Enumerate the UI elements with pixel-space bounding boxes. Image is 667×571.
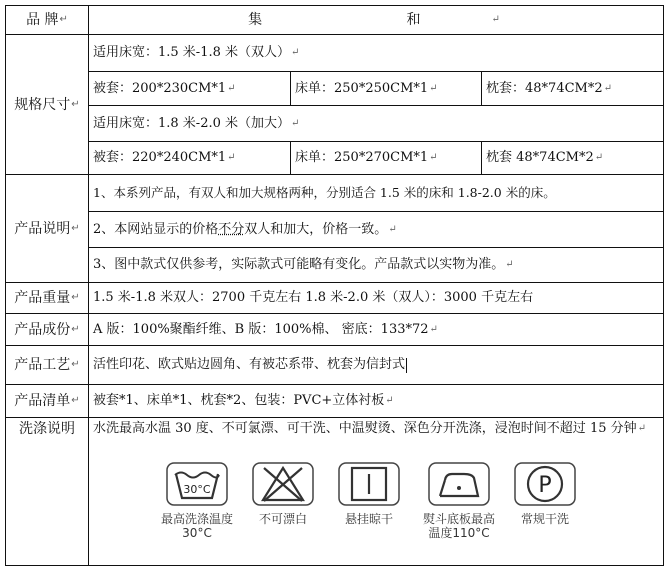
description-line-3-text: 3、图中款式仅供参考，实际款式可能略有变化。产品款式以实物为准。 bbox=[93, 257, 505, 272]
description-label-text: 产品说明 bbox=[14, 220, 71, 237]
list-label-text: 产品清单 bbox=[14, 393, 71, 409]
size-double-sheet-text: 床单：250*250CM*1 bbox=[295, 80, 429, 96]
para-mark: ↵ bbox=[429, 152, 438, 163]
para-mark: ↵ bbox=[429, 82, 438, 94]
iron-icon bbox=[428, 462, 490, 506]
no-bleach-caption: 不可漂白 bbox=[258, 512, 307, 526]
description-line-1-text: 1、本系列产品，有双人和加大规格两种，分别适合 1.5 米的床和 1.8-2.0 米的床。 bbox=[93, 185, 556, 200]
text-cursor bbox=[406, 358, 407, 373]
list-value-text: 被套*1、床单*1、枕套*2、包装：PVC+立体衬板 bbox=[93, 393, 385, 408]
para-mark: ↵ bbox=[71, 222, 80, 234]
para-mark: ↵ bbox=[594, 152, 604, 163]
wash-value-text: 水洗最高水温 30 度、不可氯漂、可干洗、中温熨烫、深色分开洗涤，浸泡时间不超过 15 分钟 bbox=[93, 421, 637, 436]
para-mark: ↵ bbox=[385, 395, 394, 406]
list-label bbox=[5, 384, 89, 418]
dry-clean-letter: P bbox=[538, 473, 552, 498]
para-mark: ↵ bbox=[291, 47, 300, 58]
para-mark: ↵ bbox=[71, 323, 80, 335]
description-line-1 bbox=[88, 174, 664, 212]
para-mark: ↵ bbox=[505, 259, 514, 270]
craft-value-text: 活性印花、欧式贴边圆角、有被芯系带、枕套为信封式 bbox=[93, 357, 406, 372]
size-double-pillow-text: 枕套：48*74CM*2 bbox=[486, 80, 603, 96]
material-value-text: A 版：100%聚酯纤维、B 版：100%棉、 密底：133*72 bbox=[93, 321, 429, 337]
para-mark: ↵ bbox=[71, 292, 80, 303]
material-value bbox=[88, 313, 664, 346]
wash-30-icon bbox=[166, 462, 228, 506]
brand-value bbox=[88, 5, 664, 35]
size-large-sheet bbox=[290, 141, 482, 175]
size-double-cover-text: 被套：200*230CM*1 bbox=[93, 80, 227, 96]
brand-label bbox=[5, 5, 89, 35]
description-line-2c: 双人和加大，价格一致。 bbox=[244, 221, 388, 237]
size-label bbox=[5, 34, 89, 175]
para-mark: ↵ bbox=[227, 82, 236, 94]
iron-caption: 熨斗底板最高温度110°C bbox=[422, 512, 495, 540]
description-line-2b: 不分 bbox=[218, 221, 245, 237]
para-mark: ↵ bbox=[429, 323, 438, 335]
material-label-text: 产品成份 bbox=[14, 321, 71, 338]
care-item-dryclean bbox=[508, 462, 582, 526]
description-line-3 bbox=[88, 247, 664, 283]
weight-label bbox=[5, 282, 89, 314]
hang-dry-icon bbox=[338, 462, 400, 506]
no-bleach-icon bbox=[252, 462, 314, 506]
para-mark: ↵ bbox=[291, 117, 300, 129]
para-mark: ↵ bbox=[491, 14, 570, 25]
para-mark: ↵ bbox=[59, 14, 68, 25]
brand-label-text: 品 牌 bbox=[26, 12, 59, 28]
wash-30-caption: 最高洗涤温度30°C bbox=[160, 512, 233, 540]
size-large-cover-text: 被套：220*240CM*1 bbox=[93, 150, 227, 165]
care-symbols bbox=[160, 462, 582, 558]
wash-30-label: 30°C bbox=[183, 483, 211, 496]
weight-label-text: 产品重量 bbox=[14, 290, 71, 306]
para-mark: ↵ bbox=[603, 82, 613, 94]
care-item-hang bbox=[332, 462, 406, 526]
material-label bbox=[5, 313, 89, 346]
size-large-title bbox=[88, 105, 664, 142]
brand-value-text: 集 和 bbox=[248, 12, 491, 28]
craft-label-text: 产品工艺 bbox=[14, 357, 71, 373]
wash-label-text: 洗涤说明 bbox=[19, 421, 75, 437]
size-large-cover bbox=[88, 141, 291, 175]
list-value bbox=[88, 384, 664, 418]
para-mark: ↵ bbox=[71, 98, 80, 110]
care-item-bleach bbox=[246, 462, 320, 526]
description-line-2a: 2、本网站显示的价格 bbox=[93, 221, 219, 237]
para-mark: ↵ bbox=[388, 223, 397, 235]
size-double-title bbox=[88, 34, 664, 72]
hang-dry-caption: 悬挂晾干 bbox=[344, 512, 393, 526]
weight-value-text: 1.5 米-1.8 米双人：2700 千克左右 1.8 米-2.0 米（双人）：3000 千克左右 bbox=[93, 290, 534, 305]
para-mark: ↵ bbox=[227, 152, 236, 163]
size-double-pillow bbox=[481, 71, 664, 106]
size-large-title-text: 适用床宽：1.8 米-2.0 米（加大） bbox=[93, 115, 291, 131]
size-large-pillow-text: 枕套 48*74CM*2 bbox=[486, 150, 594, 165]
dry-clean-caption: 常规干洗 bbox=[520, 512, 569, 526]
weight-value bbox=[88, 282, 664, 314]
size-double-cover bbox=[88, 71, 291, 106]
size-label-text: 规格尺寸 bbox=[14, 96, 71, 113]
size-large-pillow bbox=[481, 141, 664, 175]
description-label bbox=[5, 174, 89, 283]
care-item-iron bbox=[418, 462, 500, 540]
craft-label bbox=[5, 345, 89, 385]
care-item-wash bbox=[160, 462, 234, 540]
para-mark: ↵ bbox=[637, 423, 647, 434]
craft-value bbox=[88, 345, 664, 385]
description-line-2 bbox=[88, 211, 664, 248]
size-large-sheet-text: 床单：250*270CM*1 bbox=[295, 150, 429, 165]
dry-clean-icon bbox=[514, 462, 576, 506]
size-double-sheet bbox=[290, 71, 482, 106]
size-double-title-text: 适用床宽：1.5 米-1.8 米（双人） bbox=[93, 45, 291, 60]
wash-label bbox=[5, 417, 89, 566]
para-mark: ↵ bbox=[71, 395, 80, 406]
para-mark: ↵ bbox=[71, 359, 80, 370]
